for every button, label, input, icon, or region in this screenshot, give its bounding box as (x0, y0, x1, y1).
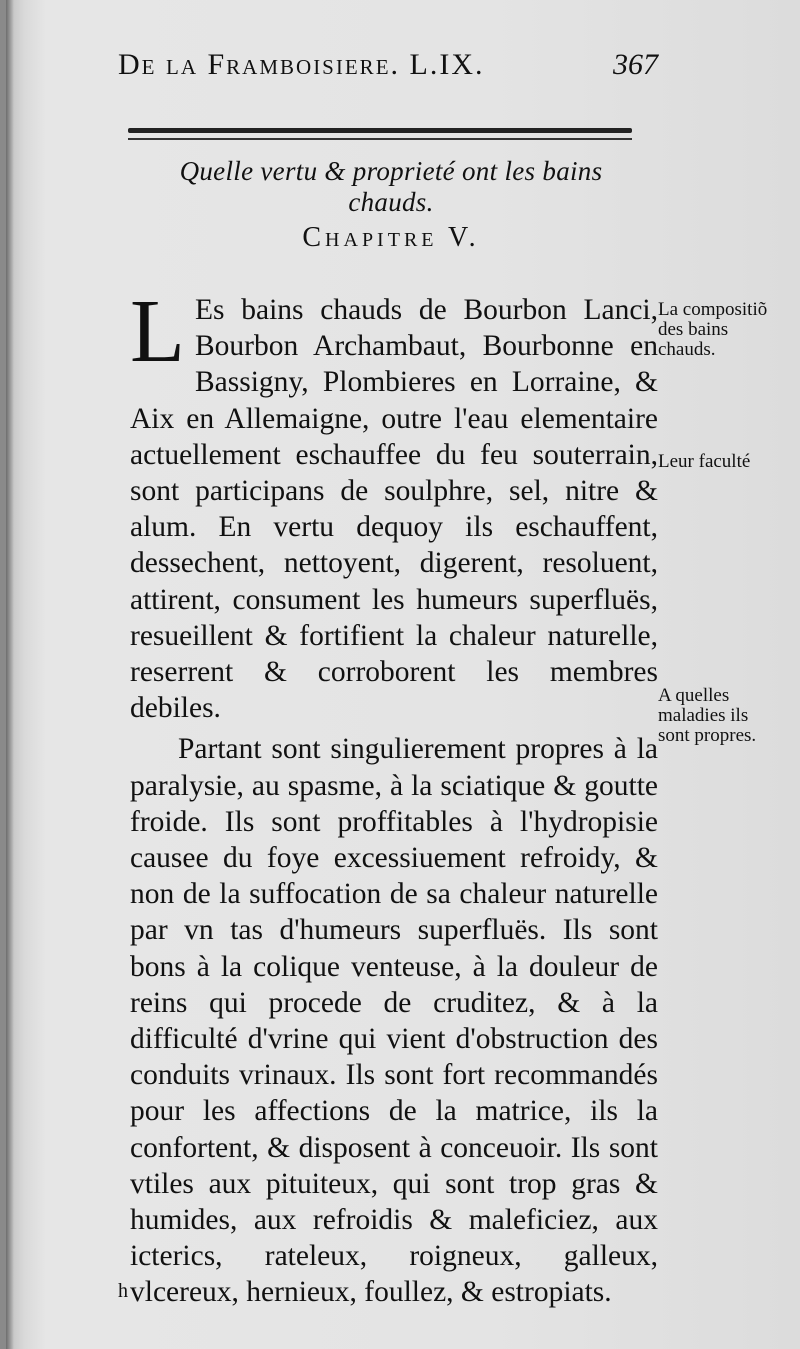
header-rule-thin (128, 138, 632, 140)
running-header (118, 48, 658, 82)
margin-note-faculty: Leur faculté (658, 451, 751, 472)
margin-note-diseases: A quelles maladies ils sont propres. (658, 685, 757, 746)
margin-note-composition: La compositiõ des bains chauds. (658, 299, 768, 360)
header-rule (128, 128, 632, 133)
chapter-heading: Quelle vertu & proprieté ont les bains chauds. (179, 156, 603, 217)
header-title: De la Framboisiere. L.IX. (118, 48, 485, 81)
paragraph-2 (130, 731, 658, 1310)
book-page (6, 0, 800, 1349)
signature-mark: h (118, 1280, 128, 1302)
body-text (130, 282, 658, 1311)
paragraph-1-text: Es bains chauds de Bourbon Lanci, Bourbon Archambaut, Bourbonne en Bassigny, Plombieres en Lorraine, & Aix en Allemaigne, outre l'eau elementaire actuellement eschauffee du feu souterrain, sont participans de soulphre, sel, nitre & alum. En vertu dequoy ils eschauffent, dessechent, nettoyent, digerent, resoluent, attirent, consument les humeurs superfluës, resueillent & fortifient la chaleur naturelle, reserrent & corroborent les membres debiles. (130, 294, 658, 725)
chapter-number: Chapitre V. (302, 222, 480, 253)
drop-cap: L (130, 282, 185, 381)
paragraph-1 (130, 282, 658, 726)
page-number: 367 (613, 48, 658, 81)
paragraph-2-text: Partant sont singulierement propres à la paralysie, au spasme, à la sciatique & goutte froide. Ils sont proffitables à l'hydropisie causee du foye excessiuement refroidy, & non de la suffocation de sa chaleur naturelle par vn tas d'humeurs superfluës. Ils sont bons à la colique venteuse, à la douleur de reins qui procede de cruditez, & à la difficulté d'vrine qui vient d'obstruction des conduits vrinaux. Ils sont fort recommandés pour les affections de la matrice, ils la confortent, & disposent à conceuoir. Ils sont vtiles aux pituiteux, qui sont trop gras & humides, aux refroidis & maleficiez, aux icterics, rateleux, roigneux, galleux, vlcereux, hernieux, foullez, & estropiats. (130, 733, 658, 1309)
